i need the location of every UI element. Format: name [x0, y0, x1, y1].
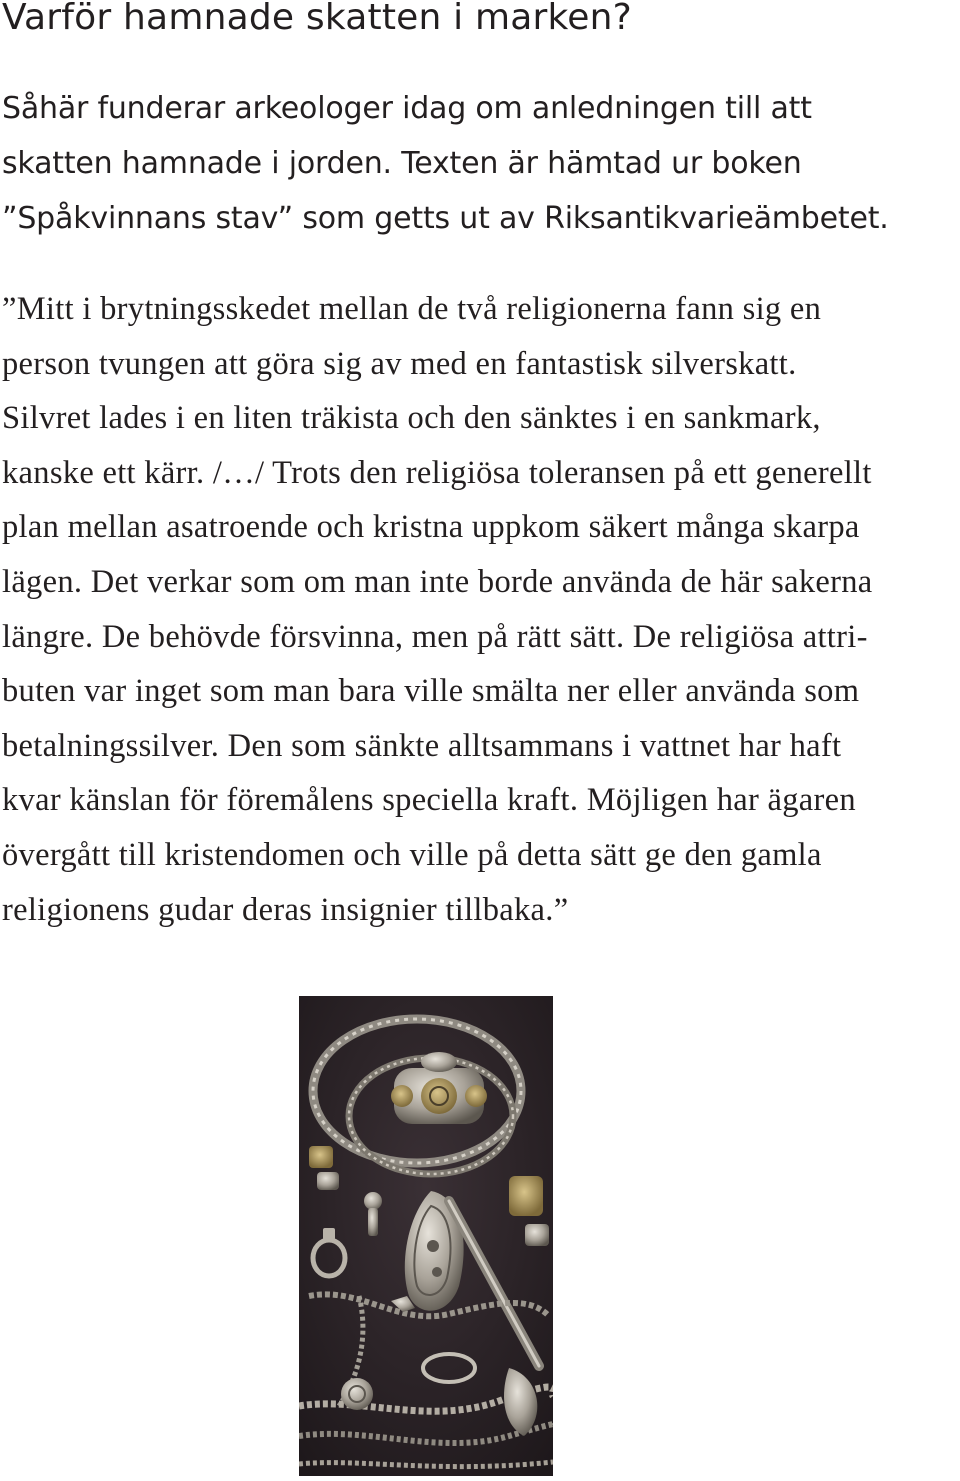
quote-line: kvar känslan för föremålens speciella kraft. Möjligen har ägaren	[2, 782, 856, 819]
intro-paragraph	[2, 81, 952, 246]
page-title: Varför hamnade skatten i marken?	[2, 0, 632, 38]
quote-line: Silvret lades i en liten träkista och den sänktes i en sankmark,	[2, 400, 821, 437]
silver-hoard-illustration	[299, 996, 553, 1476]
quote-line: kanske ett kärr. /…/ Trots den religiösa toleransen på ett generellt	[2, 454, 872, 491]
quote-line: ”Mitt i brytningsskedet mellan de två religionerna fann sig en	[2, 291, 822, 327]
quote-line: buten var inget som man bara ville smälta ner eller använda som	[2, 673, 860, 710]
quote-line: plan mellan asatroende och kristna uppkom säkert många skarpa	[2, 509, 860, 546]
quote-line: religionens gudar deras insignier tillbaka.”	[2, 891, 569, 928]
quote-line: längre. De behövde försvinna, men på rätt sätt. De religiösa attri-	[2, 618, 868, 655]
intro-line: ”Spåkvinnans stav” som getts ut av Riksantikvarieämbetet.	[2, 201, 889, 236]
intro-line: skatten hamnade i jorden. Texten är hämtad ur boken	[2, 146, 802, 181]
quote-line: person tvungen att göra sig av med en fantastisk silverskatt.	[2, 345, 797, 382]
quote-line: betalningssilver. Den som sänkte alltsammans i vattnet har haft	[2, 727, 842, 764]
quote-line: lägen. Det verkar som om man inte borde använda de här sakerna	[2, 563, 873, 600]
silver-hoard-photo	[299, 996, 553, 1476]
quote-paragraph	[2, 282, 960, 937]
intro-line: Såhär funderar arkeologer idag om anledningen till att	[2, 91, 812, 126]
quote-line: övergått till kristendomen och ville på detta sätt ge den gamla	[2, 836, 822, 873]
